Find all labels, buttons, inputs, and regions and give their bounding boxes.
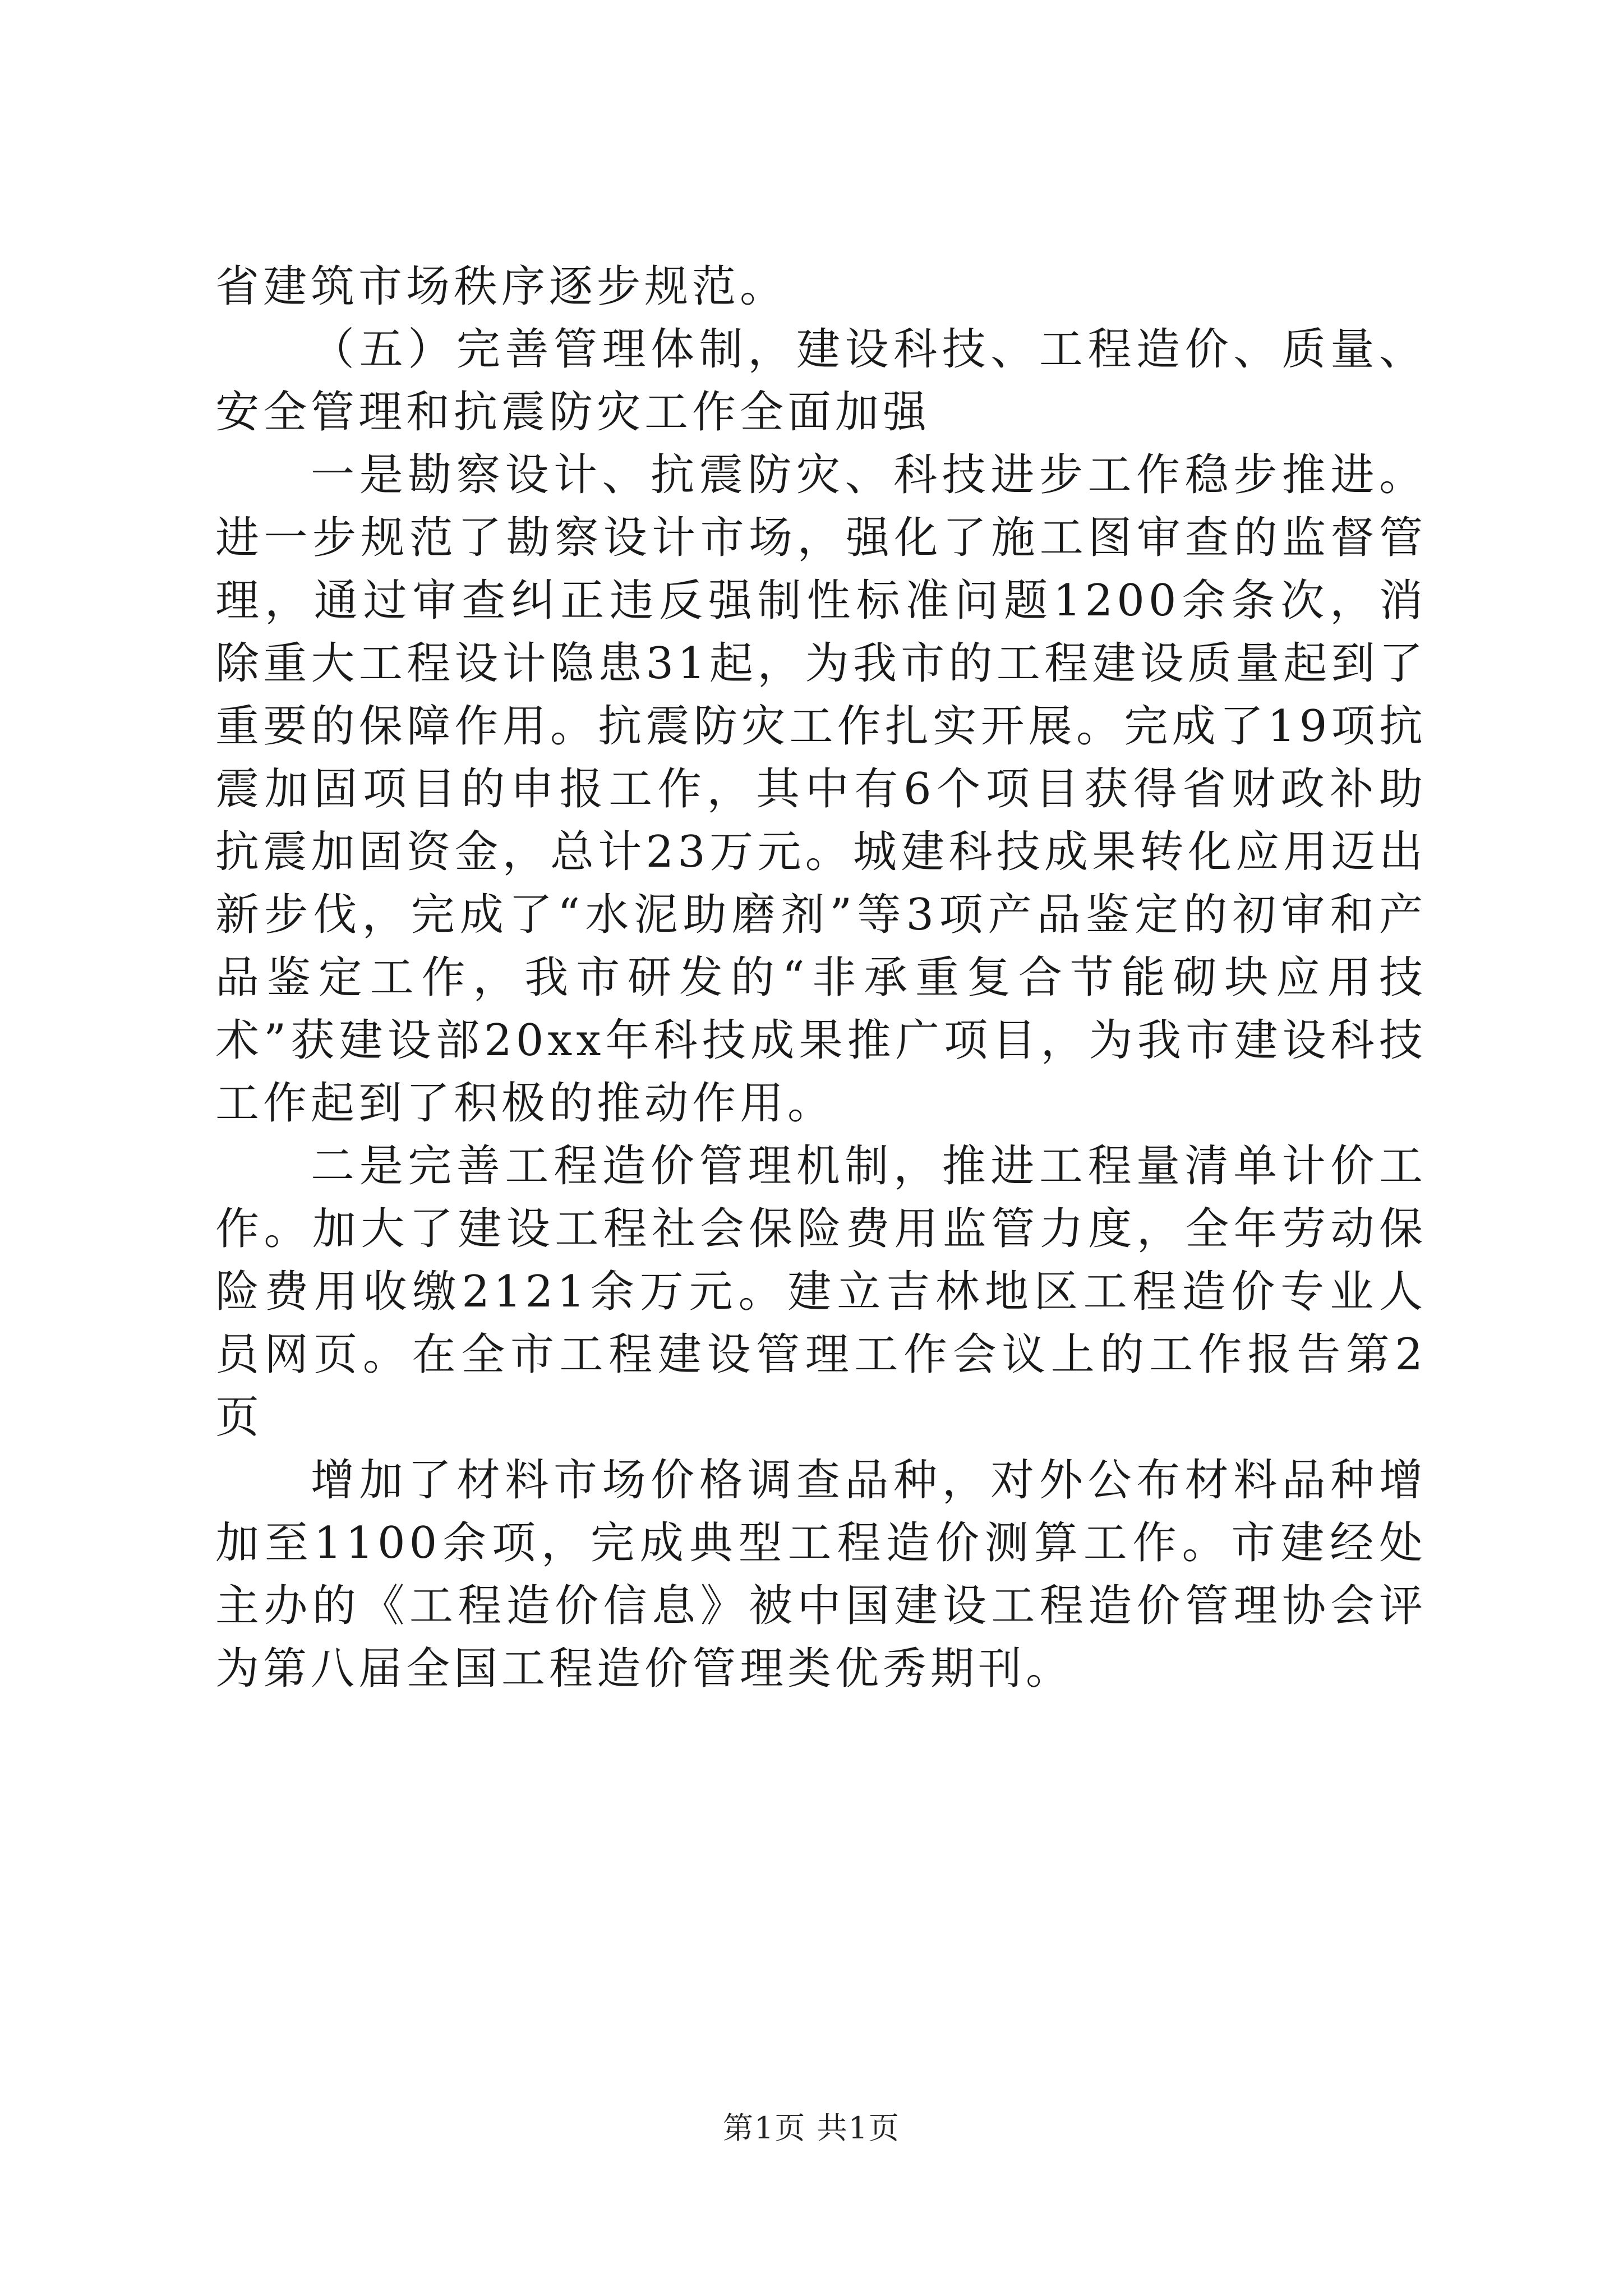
paragraph-cost-management: 二是完善工程造价管理机制，推进工程量清单计价工作。加大了建设工程社会保险费用监管力度，全年劳动保险费用收缴2121余万元。建立吉林地区工程造价专业人员网页。在全市工程建设管理工作会议上的工作报告第2页 xyxy=(215,1141,1427,1443)
document-body xyxy=(215,255,1427,1700)
page-number-label: 第1页 共1页 xyxy=(723,2110,900,2146)
paragraph-material-pricing: 增加了材料市场价格调查品种，对外公布材料品种增加至1100余项，完成典型工程造价测算工作。市建经处主办的《工程造价信息》被中国建设工程造价管理协会评为第八届全国工程造价管理类优秀期刊。 xyxy=(215,1455,1427,1694)
paragraph-continuation: 省建筑市场秩序逐步规范。 xyxy=(215,261,788,312)
page-footer xyxy=(0,2110,1623,2146)
paragraph-survey-design: 一是勘察设计、抗震防灾、科技进步工作稳步推进。进一步规范了勘察设计市场，强化了施工图审查的监督管理，通过审查纠正违反强制性标准问题1200余条次，消除重大工程设计隐患31起，为我市的工程建设质量起到了重要的保障作用。抗震防灾工作扎实开展。完成了19项抗震加固项目的申报工作，其中有6个项目获得省财政补助抗震加固资金，总计23万元。城建科技成果转化应用迈出新步伐，完成了“水泥助磨剂”等3项产品鉴定的初审和产品鉴定工作，我市研发的“非承重复合节能砌块应用技术”获建设部20xx年科技成果推广项目，为我市建设科技工作起到了积极的推动作用。 xyxy=(215,450,1427,1129)
section-heading-five: （五）完善管理体制，建设科技、工程造价、质量、安全管理和抗震防灾工作全面加强 xyxy=(215,324,1427,438)
